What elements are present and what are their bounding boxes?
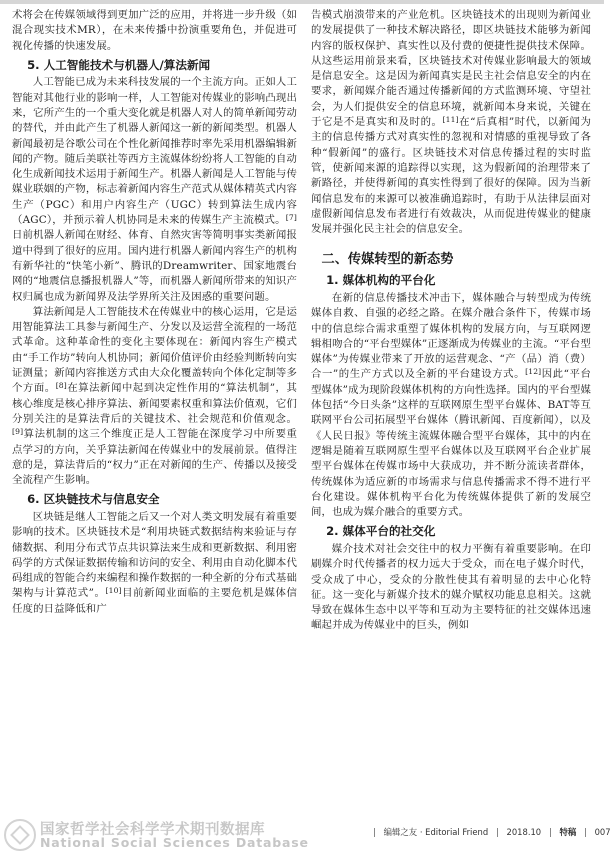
paragraph: 在新的信息传播技术冲击下，媒体融合与转型成为传统媒体自救、自强的必经之路。在媒介融合条件下，传媒市场中的信息综合需求重塑了媒体机构的发展方向，与互联网逻辑相吻合的“平台型媒体”正逐渐成为传媒业的主流。“平台型媒体”为传媒业带来了开放的运营观念、“产（品）消（费）合一”的生产方式以及全新的平台建设方式。[12]因此“平台型媒体”成为现阶段媒体机构的方向性选择。国内的平台型媒体包括“今日头条”这样的互联网原生型平台媒体、BAT等互联网平台公司拓展型平台媒体（腾讯新闻、百度新闻），以及《人民日报》等传统主流媒体融合型平台媒体，其中的内在逻辑是随着互联网原生型平台媒体以及互联网平台企业扩展型平台媒体在传媒市场中大获成功，并不断分流读者群体，传统媒体为适应新的市场需求与信息传播需求不得不进行平台化建设。媒体机构平台化为传统媒体提供了新的发展空间，也成为媒介融合的重要方式。	[311, 291, 592, 519]
citation-marker: [12]	[525, 367, 542, 377]
watermark-english: National Social Sciences Database	[40, 835, 309, 850]
paragraph: 算法新闻是人工智能技术在传媒业中的核心运用，它是运用智能算法工具参与新闻生产、分发以及运营全流程的一场范式革命。这种革命性的变化主要体现在：新闻内容生产模式由“手工作坊”转向人机协同；新闻价值评价由经验判断转向实证测量；新闻内容推送方式由大众化覆盖转向个体化定制等多个方面。[8]在算法新闻中起到决定性作用的“算法机制”，其核心维度是核心排序算法、新闻要素权重和算法价值观，它们分别关注的是算法背后的关键技术、社会规范和价值观念。[9]算法机制的这三个维度正是人工智能在深度学习中所要重点学习的方向，关乎算法新闻在传媒业中的发展前景。值得注意的是，算法背后的“权力”正在对新闻的生产、传播以及接受全流程产生影响。	[12, 305, 297, 487]
footer-divider	[497, 828, 498, 837]
column-name: 特稿	[559, 827, 577, 837]
footer-divider	[585, 828, 586, 837]
left-column	[12, 8, 297, 617]
footer-divider	[374, 828, 375, 837]
footer-divider	[550, 828, 551, 837]
right-column	[311, 8, 591, 634]
citation-marker: [9]	[12, 427, 24, 437]
top-rule	[0, 0, 604, 4]
subsection-heading: 6. 区块链技术与信息安全	[27, 492, 160, 507]
database-watermark	[0, 818, 330, 851]
citation-marker: [7]	[285, 213, 297, 223]
paragraph: 人工智能已成为未来科技发展的一个主流方向。正如人工智能对其他行业的影响一样，人工智能对传媒业的影响凸现出来，它所产生的一个重大变化就是机器人对人的简单新闻劳动的替代，并由此产生了机器人新闻这一新的新闻类型。机器人新闻最初是谷歌公司在个性化新闻推荐时率先采用机器编辑新闻的产物。随后美联社等西方主流媒体纷纷将人工智能的自动化生成新闻技术运用于新闻生产。机器人新闻是人工智能与传媒业联姻的产物，标志着新闻内容生产范式从媒体精英式内容生产（PGC）和用户内容生产（UGC）转到算法生成内容（AGC），并预示着人机协同是未来的传媒生产主流模式。[7]日前机器人新闻在财经、体育、自然灾害等简明事实类新闻报道中得到了很好的应用。国内进行机器人新闻内容生产的机构有新华社的“快笔小新”、腾讯的Dreamwriter、国家地震台网的“地震信息播报机器人”等，而机器人新闻所带来的知识产权归属也成为新闻界及法学界所关注及困惑的重要问题。	[12, 76, 297, 303]
journal-name: 编辑之友 · Editorial Friend	[383, 827, 489, 837]
issue-number: 2018.10	[506, 827, 542, 837]
section-heading: 二、传媒转型的新态势	[321, 252, 454, 268]
paragraph: 告模式崩溃带来的产业危机。区块链技术的出现则为新闻业的发展提供了一种技术解决路径，即区块链技术能够为新闻内容的版权保护、真实性以及付费的便捷性提供技术保障。从这些运用前景来看，区块链技术对传媒业影响最大的领域是信息安全。这是因为新闻真实是民主社会信息安全的内在要求，新闻媒介能否通过传播新闻的方式监测环境、守望社会，为人们提供安全的信息环境，就新闻本身来说，关键在于它是不是真实和及时的。[11]在“后真相”时代，以新闻为主的信息传播方式对真实性的忽视和对情感的重视导致了各种“假新闻”的盛行。区块链技术对信息传播过程的实时监管，使新闻来源的追踪得以实现，这为假新闻的治理带来了新路径，并使得新闻的真实性得到了很好的保障。因为当新闻信息发布的来源可以被准确追踪时，有助于从法律层面对虚假新闻信息发布者进行有效裁决，从而促进传媒业的健康发展并强化民主社会的信息安全。	[311, 9, 591, 236]
subsection-heading: 2. 媒体平台的社交化	[326, 524, 436, 539]
paragraph: 区块链是继人工智能之后又一个对人类文明发展有着重要影响的技术。区块链技术是“利用块链式数据结构来验证与存储数据、利用分布式节点共识算法来生成和更新数据、利用密码学的方式保证数据传输和访问的安全、利用由自动化脚本代码组成的智能合约来编程和操作数据的一种全新的分布式基础架构与计算范式”。[10]目前新闻业面临的主要危机是媒体信任度的日益降低和广	[12, 510, 297, 615]
running-footer	[368, 826, 611, 840]
paragraph: 媒介技术对社会交往中的权力平衡有着重要影响。在印刷媒介时代传播者的权力远大于受众，而在电子媒介时代，受众成了中心，受众的分散性使其有着明显的去中心化特征。这一变化与新媒介技术的媒介赋权功能息息相关。这就导致在媒体生态中以平等和互动为主要特征的社交媒体迅速崛起并成为传媒业中的巨头，例如	[311, 542, 591, 632]
citation-marker: [10]	[105, 586, 122, 596]
subsection-heading: 1. 媒体机构的平台化	[326, 273, 436, 288]
citation-marker: [11]	[442, 115, 459, 125]
page-number: 007	[594, 827, 611, 837]
citation-marker: [8]	[55, 381, 67, 391]
watermark-chinese: 国家哲学社会科学学术期刊数据库	[40, 822, 265, 838]
database-logo-icon	[4, 819, 36, 851]
paragraph: 术将会在传媒领域得到更加广泛的应用，并将进一步升级（如混合现实技术MR），在未来传播中扮演重要角色，并促进可视化传播的快速发展。	[12, 9, 297, 52]
subsection-heading: 5. 人工智能技术与机器人/算法新闻	[27, 57, 211, 72]
